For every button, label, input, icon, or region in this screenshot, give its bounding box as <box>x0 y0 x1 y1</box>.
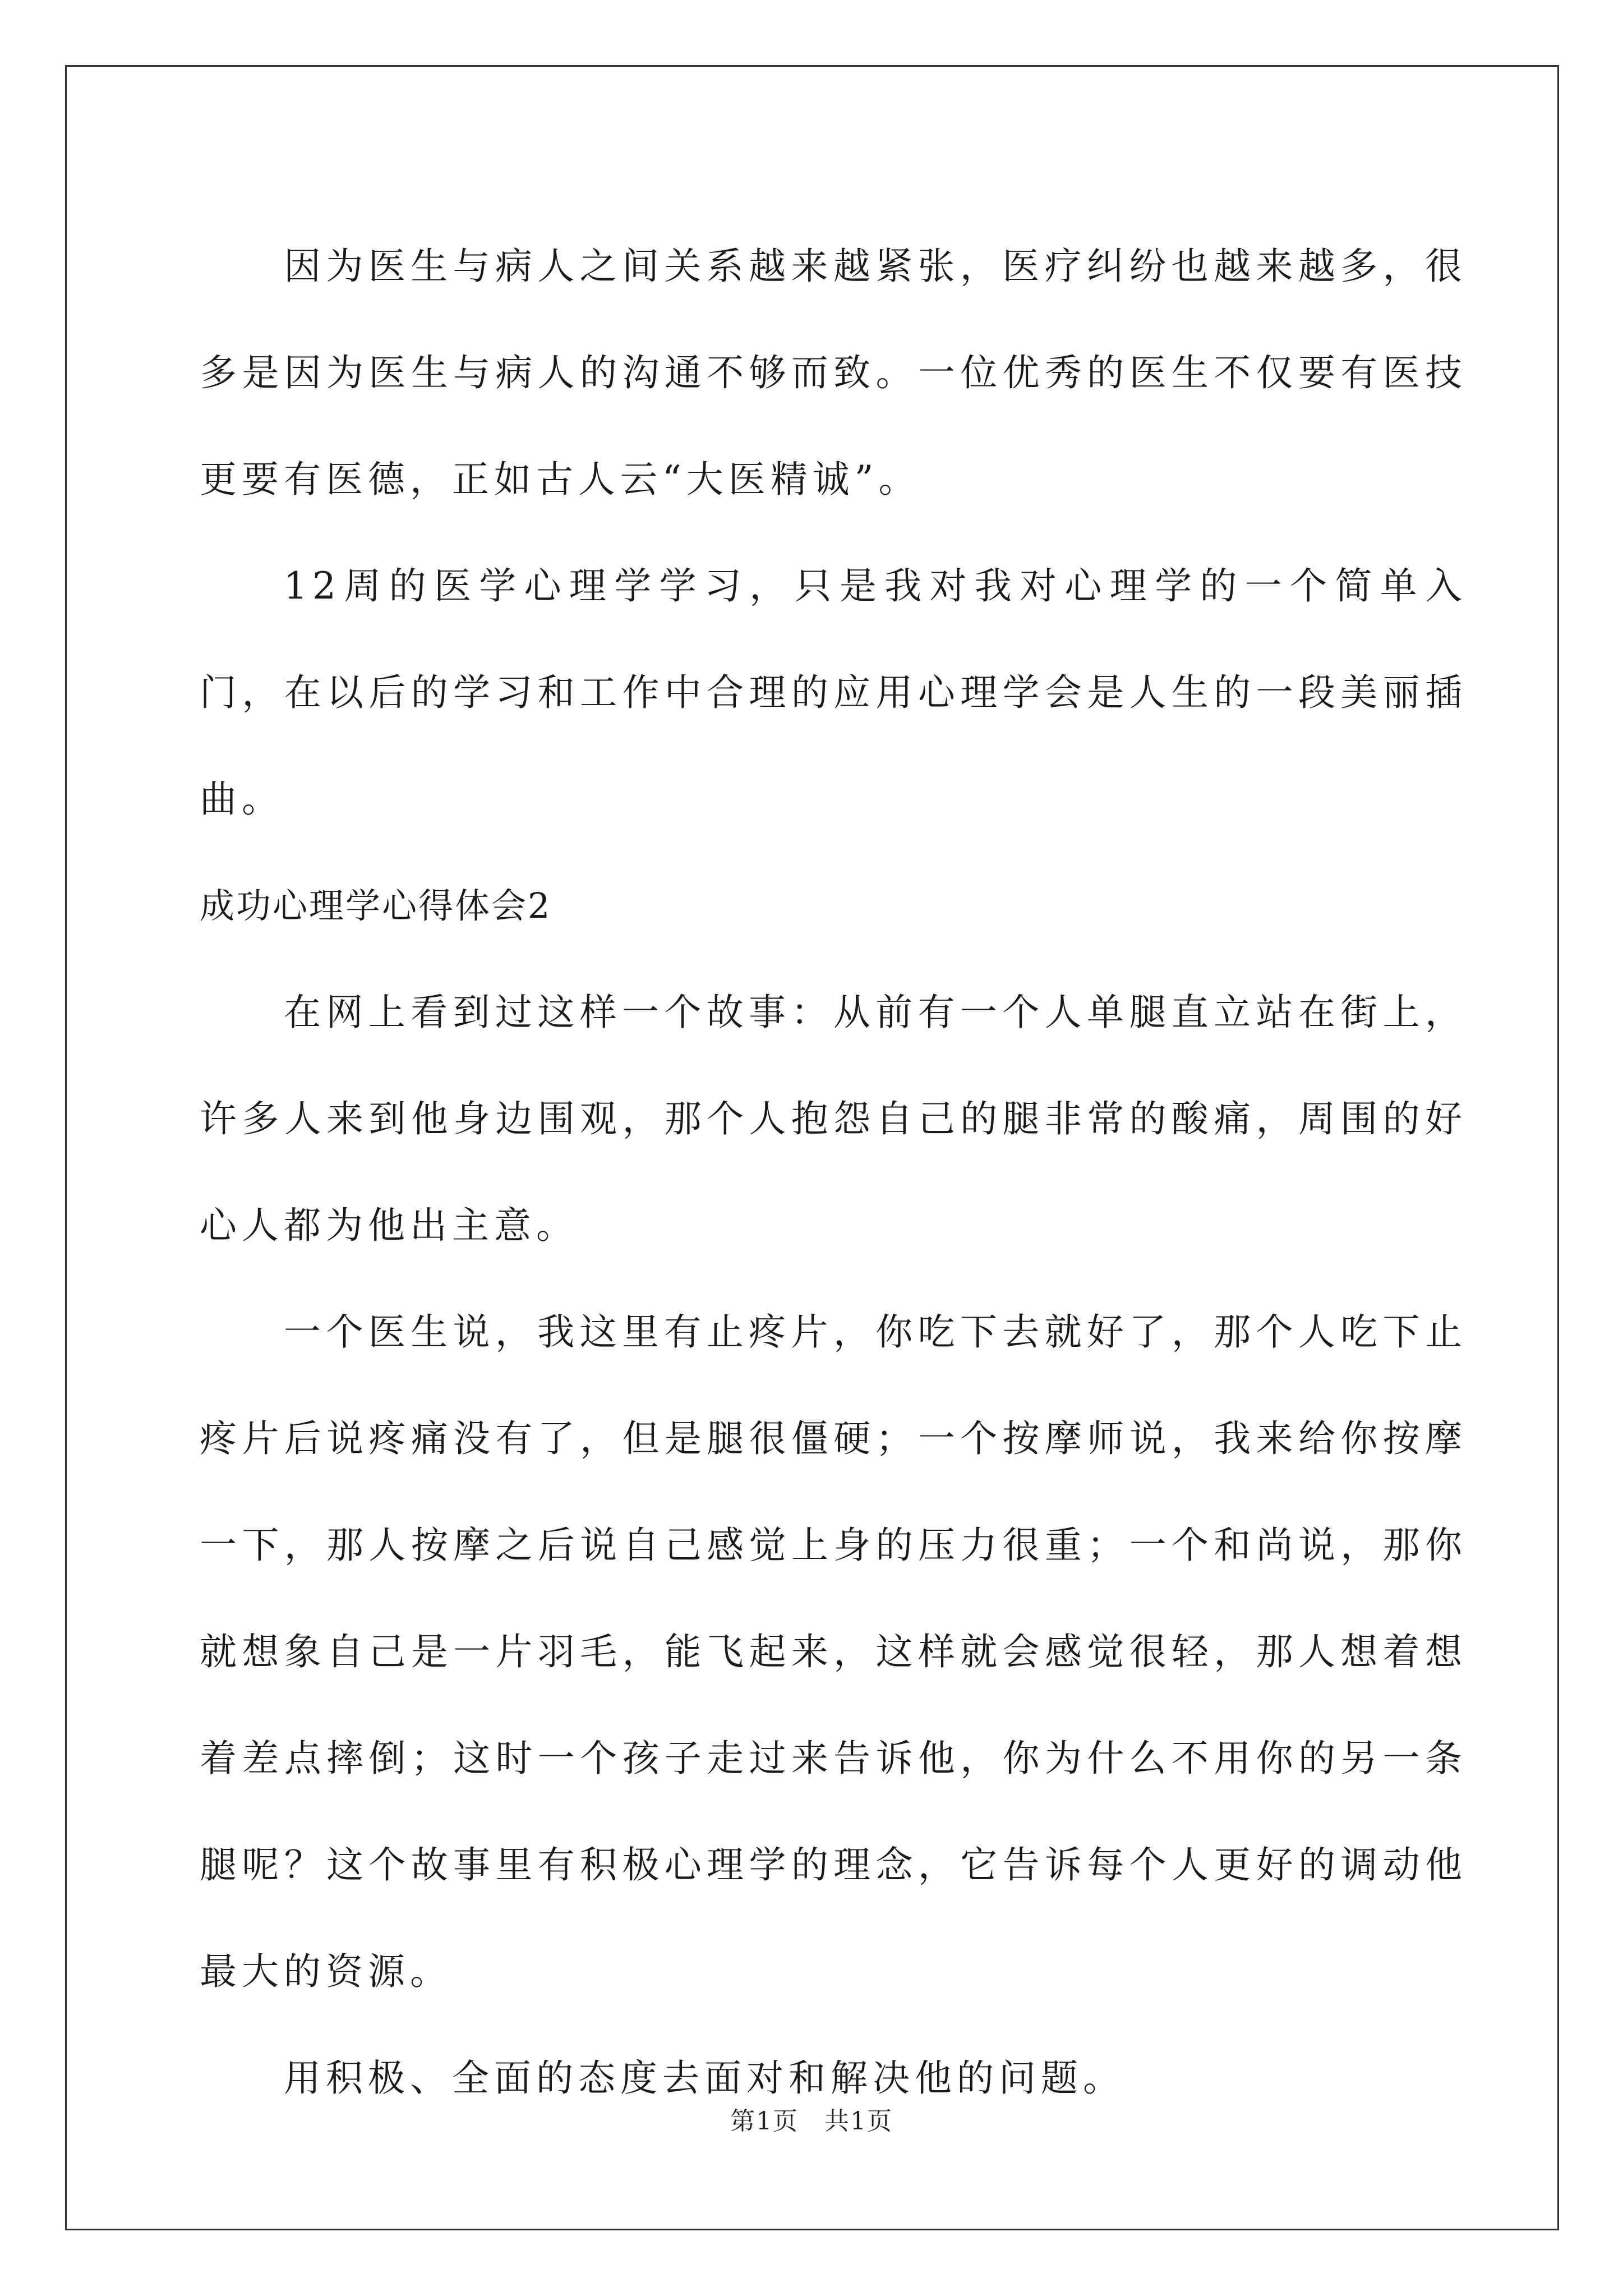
paragraph-conclusion: 用积极、全面的态度去面对和解决他的问题。 <box>284 2056 1125 2100</box>
paragraph-doctor-communication: 因为医生与病人之间关系越来越紧张，医疗纠纷也越来越多，很多是因为医生与病人的沟通不够而致。一位优秀的医生不仅要有医技更要有医德，正如古人云“大医精诚”。 <box>200 245 1467 501</box>
paragraph-story-intro: 在网上看到过这样一个故事：从前有一个人单腿直立站在街上，许多人来到他身边围观，那个人抱怨自己的腿非常的酸痛，周围的好心人都为他出主意。 <box>200 991 1467 1247</box>
document-body <box>200 213 1467 2132</box>
page-number-footer: 第1页 共1页 <box>730 2107 893 2136</box>
paragraph-twelve-weeks: 12周的医学心理学学习，只是我对我对心理学的一个简单入门，在以后的学习和工作中合理的应用心理学会是人生的一段美丽插曲。 <box>200 564 1467 821</box>
section-heading: 成功心理学心得体会2 <box>200 885 552 926</box>
paragraph-story-body: 一个医生说，我这里有止疼片，你吃下去就好了，那个人吃下止疼片后说疼痛没有了，但是腿很僵硬；一个按摩师说，我来给你按摩一下，那人按摩之后说自己感觉上身的压力很重；一个和尚说，那你就想象自己是一片羽毛，能飞起来，这样就会感觉很轻，那人想着想着差点摔倒；这时一个孩子走过来告诉他，你为什么不用你的另一条腿呢？这个故事里有积极心理学的理念，它告诉每个人更好的调动他最大的资源。 <box>200 1310 1467 1993</box>
